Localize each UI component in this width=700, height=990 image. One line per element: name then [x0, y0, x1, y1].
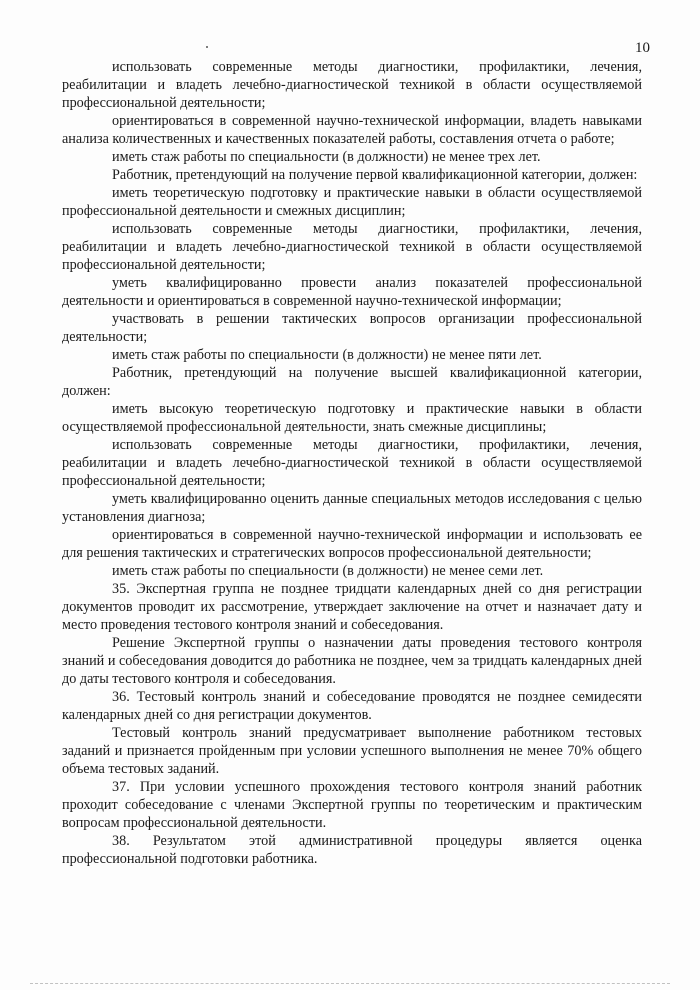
paragraph: иметь стаж работы по специальности (в должности) не менее пяти лет.	[112, 347, 542, 363]
paragraph: ориентироваться в современной научно-технической информации, владеть навыками анализа количественных и качественных показателей работы, составления отчета о работе;	[62, 113, 642, 147]
paragraph: Решение Экспертной группы о назначении даты проведения тестового контроля знаний и собеседования доводится до работника не позднее, чем за тридцать календарных дней до даты тестового контроля и собеседования.	[62, 635, 642, 687]
page-number: 10	[635, 40, 650, 56]
paragraph: ориентироваться в современной научно-технической информации и использовать ее для решения тактических и стратегических вопросов профессиональной деятельности;	[62, 527, 642, 561]
document-body	[62, 58, 642, 868]
paragraph: 35. Экспертная группа не позднее тридцати календарных дней со дня регистрации документов проводит их рассмотрение, утверждает заключение на отчет и назначает дату и место проведения тестового контроля знаний и собеседования.	[62, 581, 642, 633]
paragraph: уметь квалифицированно провести анализ показателей профессиональной деятельности и ориентироваться в современной научно-технической информации;	[62, 275, 642, 309]
paragraph: Тестовый контроль знаний предусматривает выполнение работником тестовых заданий и признается пройденным при условии успешного выполнения не менее 70% общего объема тестовых заданий.	[62, 725, 642, 777]
paragraph: Работник, претендующий на получение высшей квалификационной категории, должен:	[62, 365, 642, 399]
paragraph: иметь стаж работы по специальности (в должности) не менее трех лет.	[112, 149, 541, 165]
paragraph: участвовать в решении тактических вопросов организации профессиональной деятельности;	[62, 311, 642, 345]
paragraph: 38. Результатом этой административной процедуры является оценка профессиональной подготовки работника.	[62, 833, 642, 867]
paragraph: использовать современные методы диагностики, профилактики, лечения, реабилитации и владеть лечебно-диагностической техникой в области осуществляемой профессиональной деятельности;	[62, 59, 642, 111]
paragraph: использовать современные методы диагностики, профилактики, лечения, реабилитации и владеть лечебно-диагностической техникой в области осуществляемой профессиональной деятельности;	[62, 437, 642, 489]
paragraph: уметь квалифицированно оценить данные специальных методов исследования с целью установления диагноза;	[62, 491, 642, 525]
paragraph: иметь высокую теоретическую подготовку и практические навыки в области осуществляемой профессиональной деятельности, знать смежные дисциплины;	[62, 401, 642, 435]
scan-speck	[206, 46, 208, 48]
paragraph: использовать современные методы диагностики, профилактики, лечения, реабилитации и владеть лечебно-диагностической техникой в области осуществляемой профессиональной деятельности;	[62, 221, 642, 273]
paragraph: Работник, претендующий на получение первой квалификационной категории, должен:	[112, 167, 638, 183]
paragraph: иметь стаж работы по специальности (в должности) не менее семи лет.	[112, 563, 544, 579]
paragraph: иметь теоретическую подготовку и практические навыки в области осуществляемой профессиональной деятельности и смежных дисциплин;	[62, 185, 642, 219]
scan-edge-line	[30, 983, 670, 984]
paragraph: 37. При условии успешного прохождения тестового контроля знаний работник проходит собеседование с членами Экспертной группы по теоретическим и практическим вопросам профессиональной деятельности.	[62, 779, 642, 831]
paragraph: 36. Тестовый контроль знаний и собеседование проводятся не позднее семидесяти календарных дней со дня регистрации документов.	[62, 689, 642, 723]
